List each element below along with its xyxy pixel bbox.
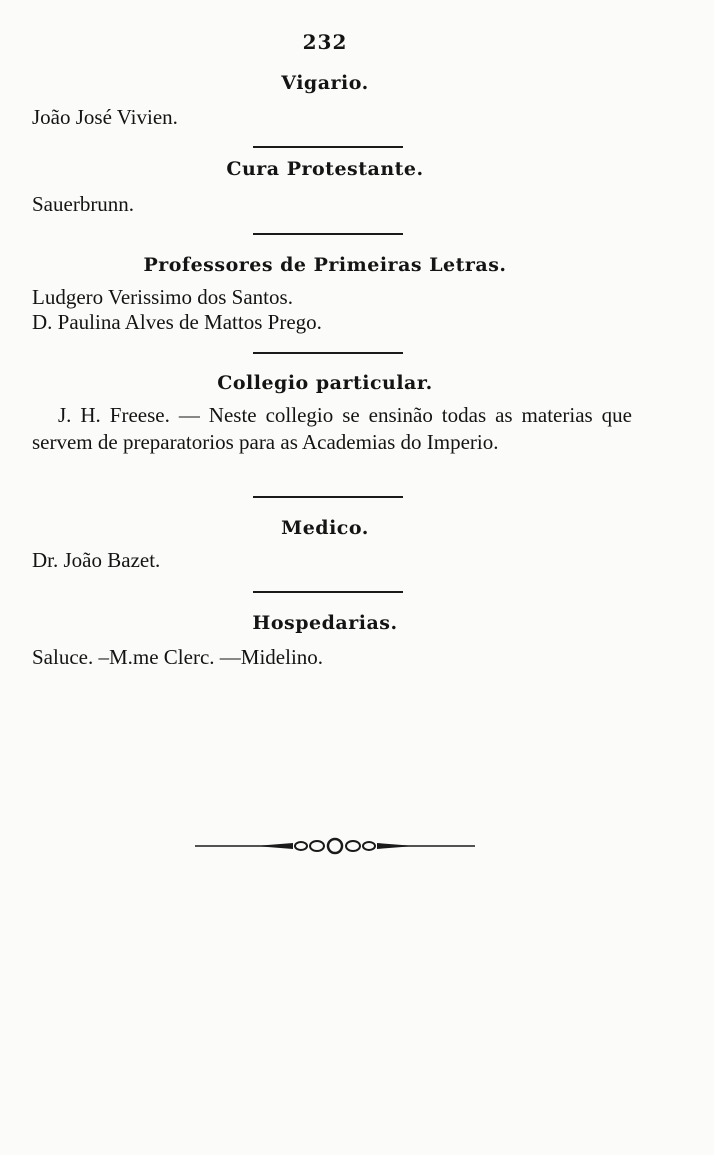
- heading-medico: Medico.: [281, 517, 369, 539]
- entry-medico: Dr. João Bazet.: [32, 548, 161, 572]
- entry-vigario: João José Vivien.: [32, 105, 178, 129]
- heading-hospedarias: Hospedarias.: [252, 612, 398, 634]
- entry-hospedarias: Saluce. –M.me Clerc. —Midelino.: [32, 645, 324, 669]
- heading-professores: Professores de Primeiras Letras.: [143, 254, 507, 276]
- section-divider: [253, 146, 403, 148]
- section-divider: [253, 591, 403, 593]
- collegio-paragraph: J. H. Freese. — Neste collegio se ensinão todas as materias que servem de preparatorios para as Academias do Imperio.: [32, 403, 632, 454]
- heading-vigario: Vigario.: [281, 72, 369, 94]
- heading-cura-protestante: Cura Protestante.: [226, 158, 424, 180]
- section-divider: [253, 496, 403, 498]
- entry-professor-1: Ludgero Verissimo dos Santos.: [32, 285, 293, 309]
- entry-cura: Sauerbrunn.: [32, 192, 135, 216]
- page-number: 232: [302, 30, 348, 54]
- section-divider: [253, 233, 403, 235]
- heading-collegio: Collegio particular.: [217, 372, 433, 394]
- section-divider: [253, 352, 403, 354]
- entry-professor-2: D. Paulina Alves de Mattos Prego.: [32, 310, 322, 334]
- ornament-tailpiece-icon: [195, 834, 475, 858]
